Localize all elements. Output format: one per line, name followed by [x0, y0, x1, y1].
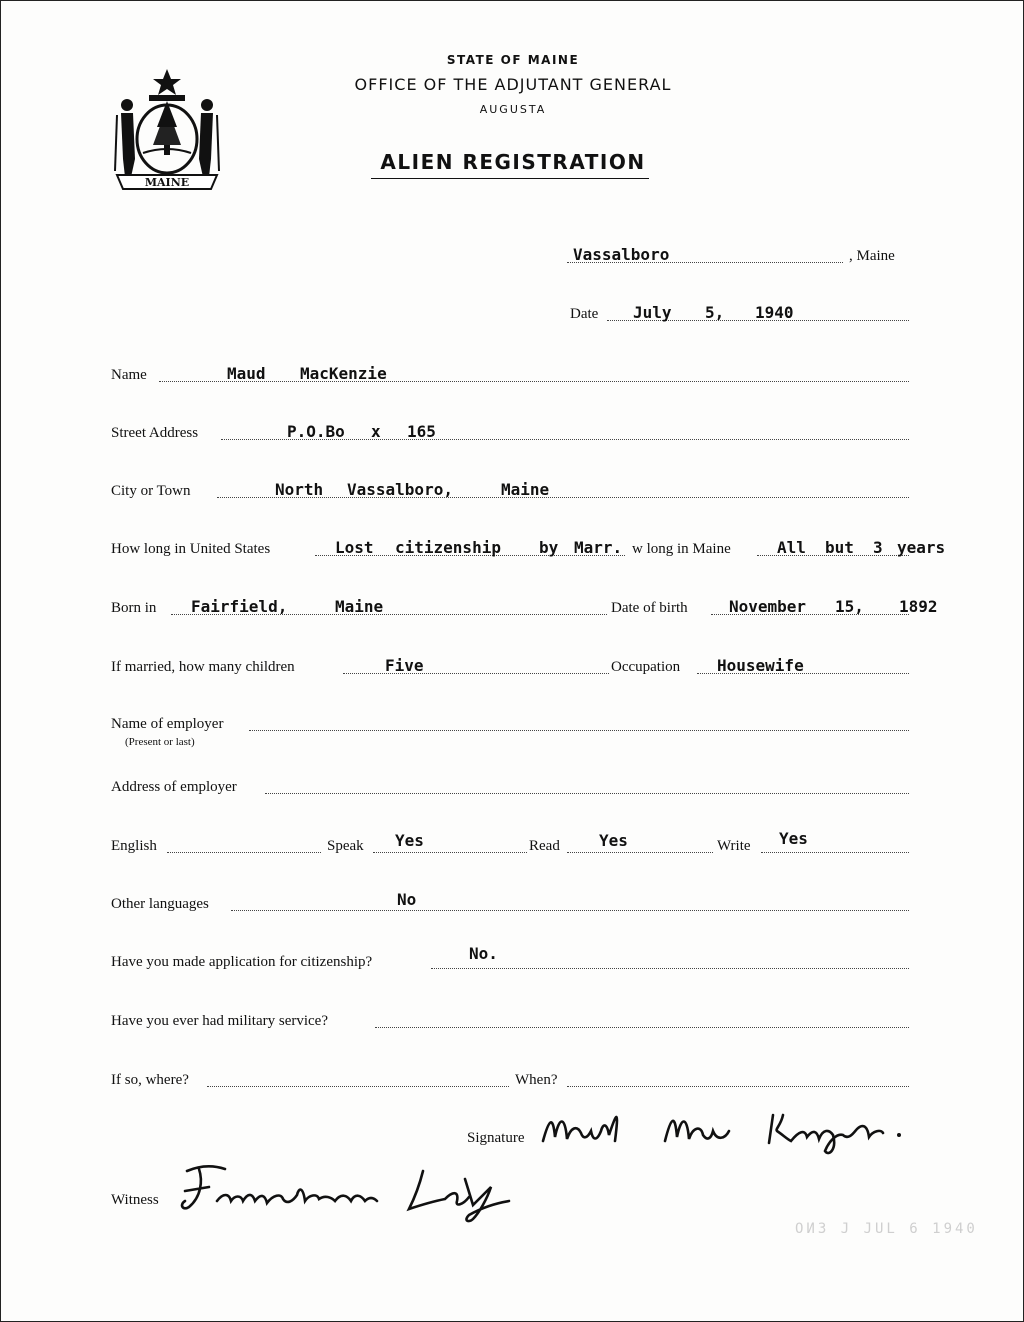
street-value-c[interactable]: 165: [407, 422, 436, 441]
write-line: [761, 852, 909, 853]
other-languages-line: [231, 910, 909, 911]
dob-value-a[interactable]: November: [729, 597, 807, 616]
born-row: [1, 589, 1024, 619]
received-stamp: ОИЗ J JUL 6 1940: [795, 1221, 978, 1237]
read-line: [567, 852, 713, 853]
town-row: [1, 237, 1024, 267]
date-day-value[interactable]: 5,: [705, 303, 725, 322]
employer-name-line: [249, 730, 909, 731]
how-long-us-value-b[interactable]: citizenship: [395, 538, 501, 557]
city-value-b[interactable]: Vassalboro,: [347, 480, 453, 499]
how-long-maine-value-b[interactable]: but: [825, 538, 854, 557]
name-label: Name: [111, 367, 147, 383]
military-row: [1, 1002, 1024, 1032]
read-value[interactable]: Yes: [599, 831, 628, 850]
header-state: STATE OF MAINE: [446, 53, 580, 67]
children-line: [343, 673, 609, 674]
other-languages-row: [1, 885, 1024, 915]
children-label: If married, how many children: [111, 659, 295, 675]
speak-line: [373, 852, 527, 853]
how-long-maine-value-d[interactable]: years: [897, 538, 946, 557]
write-value[interactable]: Yes: [779, 829, 808, 848]
how-long-maine-value-a[interactable]: All: [777, 538, 806, 557]
signature-text: [1, 1, 2, 2]
occupation-label: Occupation: [611, 659, 681, 675]
employer-address-line: [265, 793, 909, 794]
citizenship-line: [431, 968, 909, 969]
speak-label: Speak: [327, 838, 364, 854]
citizenship-row: [1, 943, 1024, 973]
dob-value-b[interactable]: 15,: [835, 597, 864, 616]
city-label: City or Town: [111, 483, 191, 499]
city-value-c[interactable]: Maine: [501, 480, 550, 499]
where-line: [207, 1086, 509, 1087]
header-city: AUGUSTA: [479, 103, 547, 116]
born-in-value-a[interactable]: Fairfield,: [191, 597, 288, 616]
name-line: [159, 381, 909, 382]
how-long-us-value-a[interactable]: Lost: [335, 538, 374, 557]
occupation-value[interactable]: Housewife: [717, 656, 804, 675]
born-in-label: Born in: [111, 600, 157, 616]
where-label: If so, where?: [111, 1072, 189, 1088]
employer-name-label: Name of employer: [111, 716, 224, 732]
date-month-value[interactable]: July: [633, 303, 672, 322]
children-row: [1, 648, 1024, 678]
when-label: When?: [515, 1072, 558, 1088]
witness-label: Witness: [111, 1192, 159, 1208]
name-last-value[interactable]: MacKenzie: [300, 364, 387, 383]
seal-text: MAINE: [144, 176, 190, 189]
name-row: [1, 356, 1024, 386]
title-underline: [371, 178, 649, 179]
write-label: Write: [717, 838, 751, 854]
other-languages-value[interactable]: No: [397, 890, 417, 909]
form-title: ALIEN REGISTRATION: [380, 150, 646, 174]
how-long-us-value-d[interactable]: Marr.: [574, 538, 623, 557]
born-in-value-b[interactable]: Maine: [335, 597, 384, 616]
speak-value[interactable]: Yes: [395, 831, 424, 850]
name-first-value[interactable]: Maud: [227, 364, 266, 383]
date-label: Date: [570, 306, 599, 322]
citizenship-label: Have you made application for citizenship?: [111, 954, 373, 970]
how-long-maine-label: w long in Maine: [632, 541, 731, 557]
where-row: [1, 1061, 1024, 1091]
english-label: English: [111, 838, 157, 854]
other-languages-label: Other languages: [111, 896, 209, 912]
dob-value-c[interactable]: 1892: [899, 597, 938, 616]
military-line: [375, 1027, 909, 1028]
read-label: Read: [529, 838, 560, 854]
employer-address-label: Address of employer: [111, 779, 237, 795]
street-value-b[interactable]: x: [371, 422, 381, 441]
street-label: Street Address: [111, 425, 199, 441]
employer-address-row: [1, 768, 1024, 798]
how-long-us-label: How long in United States: [111, 541, 271, 557]
how-long-row: [1, 530, 1024, 560]
date-row: [1, 295, 1024, 325]
children-value[interactable]: Five: [385, 656, 424, 675]
english-line: [167, 852, 321, 853]
city-value-a[interactable]: North: [275, 480, 324, 499]
citizenship-value[interactable]: No.: [469, 944, 498, 963]
city-row: [1, 472, 1024, 502]
state-suffix-label: , Maine: [849, 248, 895, 264]
english-row: [1, 827, 1024, 857]
how-long-maine-value-c[interactable]: 3: [873, 538, 883, 557]
street-value-a[interactable]: P.O.Bo: [287, 422, 345, 441]
how-long-us-value-c[interactable]: by: [539, 538, 559, 557]
date-year-value[interactable]: 1940: [755, 303, 794, 322]
header-office: OFFICE OF THE ADJUTANT GENERAL: [354, 75, 672, 94]
when-line: [567, 1086, 909, 1087]
signature-handwriting: [537, 1101, 937, 1161]
employer-name-row: [1, 709, 1024, 748]
employer-note-label: (Present or last): [125, 736, 195, 748]
witness-signature-handwriting: [173, 1157, 543, 1227]
dob-label: Date of birth: [611, 600, 688, 616]
signature-label: Signature: [467, 1130, 525, 1146]
military-label: Have you ever had military service?: [111, 1013, 328, 1029]
street-row: [1, 414, 1024, 444]
town-value[interactable]: Vassalboro: [573, 245, 670, 264]
